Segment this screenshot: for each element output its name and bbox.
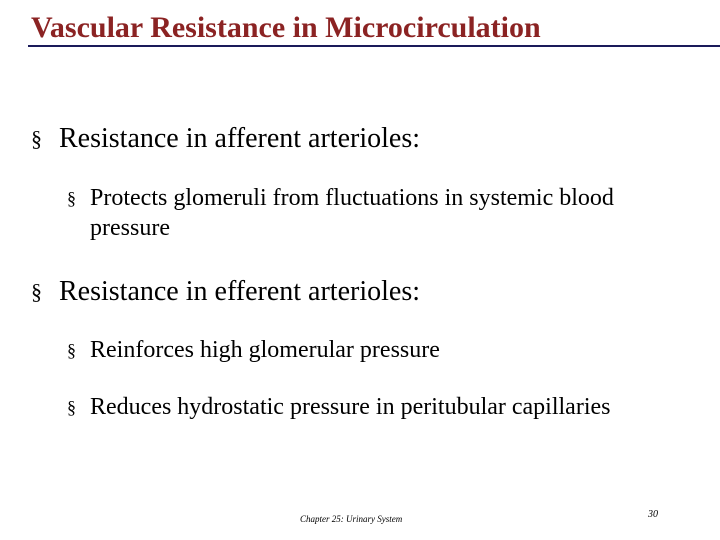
bullet-afferent-resistance [31,123,420,155]
page-number: 30 [648,509,658,520]
title-underline [28,45,720,47]
bullet-text: Reduces hydrostatic pressure in peritubular capillaries [90,394,611,420]
bullet-marker-icon: § [31,279,42,304]
slide-title: Vascular Resistance in Microcirculation [31,11,541,44]
sub-bullet-reinforces-pressure [67,335,440,365]
sub-bullet-reduces-pressure [67,392,627,422]
bullet-text: Reinforces high glomerular pressure [90,337,440,363]
bullet-text: Protects glomeruli from fluctuations in systemic blood pressure [90,185,614,241]
bullet-marker-icon: § [67,397,76,417]
bullet-text: Resistance in afferent arterioles: [59,123,420,154]
bullet-efferent-resistance [31,276,420,308]
bullet-text: Resistance in efferent arterioles: [59,276,420,307]
sub-bullet-protects-glomeruli [67,183,667,243]
slide-footer: Chapter 25: Urinary System [300,514,403,524]
bullet-marker-icon: § [67,188,76,208]
bullet-marker-icon: § [67,340,76,360]
bullet-marker-icon: § [31,126,42,151]
